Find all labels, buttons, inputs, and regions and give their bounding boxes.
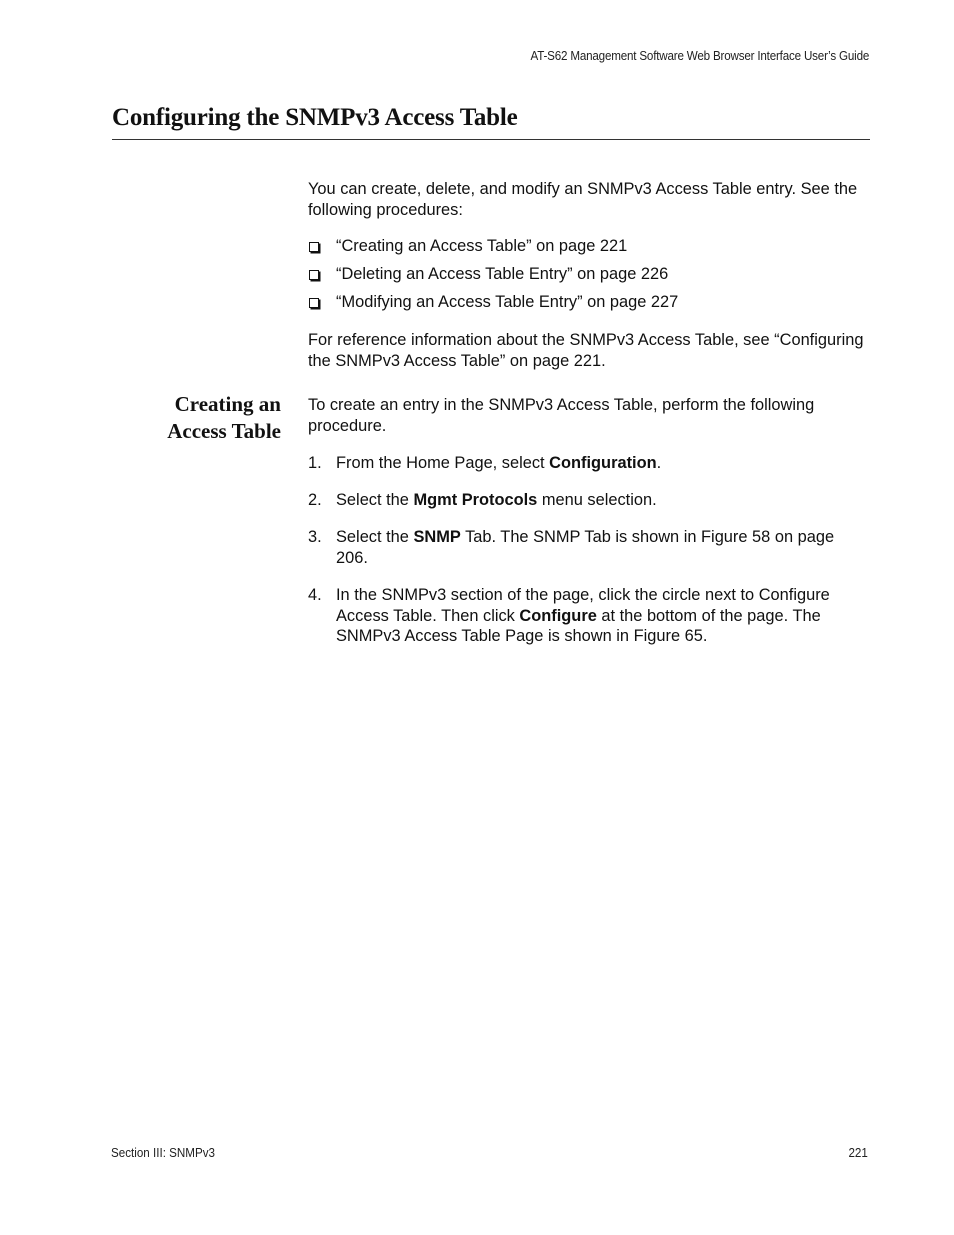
reference-text: For reference information about the SNMPv3 Access Table, see “Configuring the SNMPv3 Access Table” on page 221. [308,331,864,370]
list-item-text: “Deleting an Access Table Entry” on page 226 [336,265,669,283]
step-number: 1. [308,454,322,472]
subsection-heading [112,391,281,445]
creating-intro-paragraph [308,395,870,436]
procedure-list [308,236,870,320]
creating-intro-text: To create an entry in the SNMPv3 Access Table, perform the following procedure. [308,396,815,435]
step-text: From the Home Page, select [336,454,550,472]
step-text: at the bottom of the page. The SNMPv3 Access Table Page is shown in Figure 65. [336,606,821,645]
step-item [308,527,870,568]
checkbox-square-icon [309,298,319,308]
step-item [308,490,870,511]
footer-page-number: 221 [848,1146,868,1160]
step-text: . [656,454,662,472]
title-rule [112,139,870,140]
list-item[interactable] [308,264,870,292]
step-number: 3. [308,528,322,546]
step-text: Tab. The SNMP Tab is shown in Figure 58 on page 206. [336,528,835,567]
step-text: Select the [336,528,414,546]
step-number: 2. [308,491,322,509]
reference-paragraph [308,330,870,371]
step-bold-term: Configure [519,606,597,625]
footer-section-label: Section III: SNMPv3 [111,1146,216,1160]
checkbox-square-icon [309,242,319,252]
list-item[interactable] [308,236,870,264]
step-text: Select the [336,491,414,509]
step-bold-term: Mgmt Protocols [413,491,538,509]
intro-text: You can create, delete, and modify an SNMPv3 Access Table entry. See the following procedures: [308,180,858,219]
step-number: 4. [308,586,322,604]
list-item-text: “Modifying an Access Table Entry” on page 227 [336,293,679,311]
checkbox-square-icon [309,270,319,280]
step-item [308,453,870,474]
list-item[interactable] [308,292,870,320]
step-item [308,585,870,647]
section-title: Configuring the SNMPv3 Access Table [112,104,518,131]
subsection-heading-line1: Creating an [174,392,281,416]
step-bold-term: SNMP [413,528,461,546]
list-item-text: “Creating an Access Table” on page 221 [336,237,628,255]
running-header: AT-S62 Management Software Web Browser Interface User’s Guide [530,49,869,63]
step-text: In the SNMPv3 section of the page, click the circle next to Configure Access Table. Then click [336,586,830,625]
intro-paragraph [308,179,870,220]
step-text: menu selection. [537,491,657,509]
subsection-heading-line2: Access Table [167,419,281,443]
step-bold-term: Configuration [549,454,657,472]
